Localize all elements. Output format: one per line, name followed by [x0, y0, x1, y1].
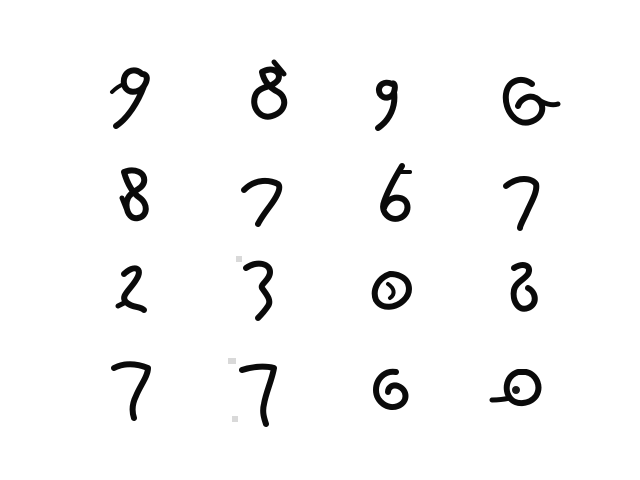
digit-sample-r1-c0 — [122, 170, 146, 218]
digit-sample-r2-c3 — [514, 265, 535, 309]
digit-sample-r3-c2 — [376, 372, 406, 407]
digit-sample-r2-c1 — [236, 256, 270, 318]
digit-sample-r3-c3 — [492, 372, 538, 403]
digit-sample-r2-c0 — [118, 268, 144, 310]
digit-sample-r1-c1 — [244, 181, 279, 224]
digit-sample-r3-c1 — [228, 358, 274, 424]
digit-sample-r1-c3 — [506, 179, 536, 228]
digit-sample-r0-c3 — [506, 80, 558, 123]
digit-sample-r0-c2 — [378, 83, 395, 128]
digit-sample-r1-c2 — [383, 166, 410, 219]
digit-sample-r3-c0 — [114, 364, 148, 418]
digit-sample-r0-c1 — [254, 62, 284, 117]
digit-sample-r2-c2 — [375, 274, 409, 307]
digit-sample-r0-c0 — [112, 70, 147, 126]
